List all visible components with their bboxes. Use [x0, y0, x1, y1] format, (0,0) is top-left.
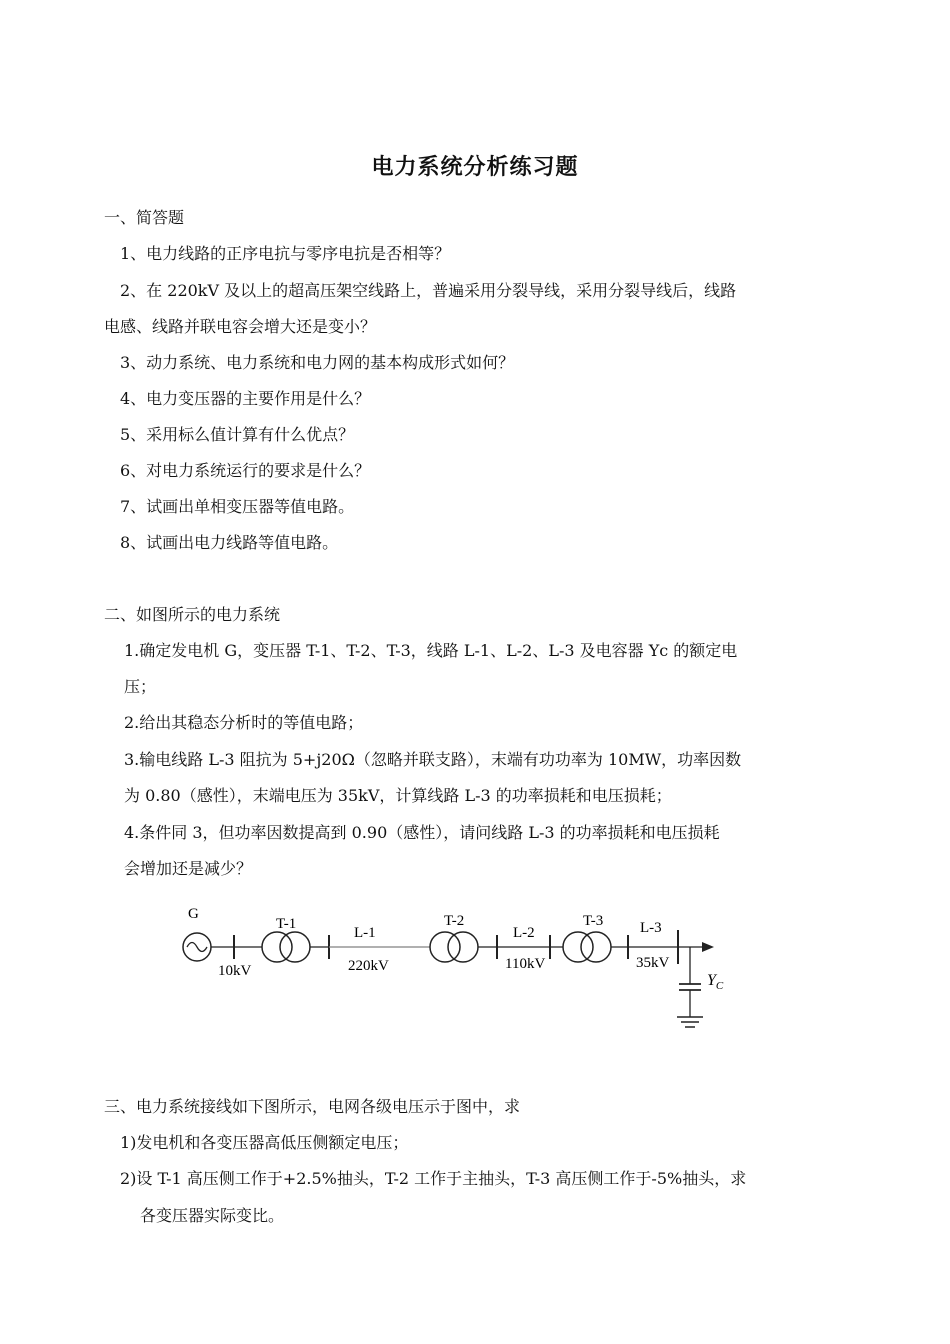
generator-sine-icon — [187, 943, 207, 952]
label-l1: L-1 — [354, 925, 376, 941]
question-2-3-cont: 为 0.80（感性），末端电压为 35kV，计算线路 L-3 的功率损耗和电压损耗； — [124, 786, 672, 805]
question-1-1: 1、电力线路的正序电抗与零序电抗是否相等？ — [120, 244, 451, 263]
label-110kv: 110kV — [505, 956, 546, 972]
label-t2: T-2 — [444, 913, 465, 929]
question-2-1: 1.确定发电机 G，变压器 T-1、T-2、T-3，线路 L-1、L-2、L-3 及电容器 Yc 的额定电 — [124, 641, 738, 660]
question-1-2-cont: 电感、线路并联电容会增大还是变小？ — [104, 317, 377, 336]
transformer-t1-winding-a — [262, 932, 292, 962]
section2-heading: 二、如图所示的电力系统 — [104, 605, 281, 624]
transformer-t2-winding-a — [430, 932, 460, 962]
label-220kv: 220kV — [348, 958, 389, 974]
question-1-7: 7、试画出单相变压器等值电路。 — [120, 497, 355, 516]
question-3-1: 1)发电机和各变压器高低压侧额定电压； — [120, 1133, 409, 1152]
question-1-6: 6、对电力系统运行的要求是什么？ — [120, 461, 371, 480]
label-g: G — [188, 906, 199, 922]
label-35kv: 35kV — [636, 955, 670, 971]
transformer-t3-winding-b — [581, 932, 611, 962]
question-2-4: 4.条件同 3，但功率因数提高到 0.90（感性），请问线路 L-3 的功率损耗和电压损耗 — [124, 823, 720, 842]
question-1-5: 5、采用标么值计算有什么优点？ — [120, 425, 355, 444]
label-10kv: 10kV — [218, 963, 252, 979]
transformer-t2-winding-b — [448, 932, 478, 962]
section3-heading: 三、电力系统接线如下图所示，电网各级电压示于图中，求 — [104, 1097, 521, 1116]
load-arrow-icon — [702, 942, 714, 952]
question-2-1-cont: 压； — [124, 677, 157, 696]
label-l2: L-2 — [513, 925, 535, 941]
page-title: 电力系统分析练习题 — [371, 155, 579, 180]
label-yc: $Y_C$ — [707, 972, 724, 992]
question-1-3: 3、动力系统、电力系统和电力网的基本构成形式如何？ — [120, 353, 515, 372]
question-1-8: 8、试画出电力线路等值电路。 — [120, 533, 339, 552]
question-2-4-cont: 会增加还是减少？ — [124, 859, 253, 878]
transformer-t3-winding-a — [563, 932, 593, 962]
question-3-2: 2)设 T-1 高压侧工作于+2.5%抽头，T-2 工作于主抽头，T-3 高压侧工作于-5%抽头，求 — [120, 1169, 747, 1188]
power-system-diagram — [170, 900, 730, 1035]
question-3-2-cont: 各变压器实际变比。 — [140, 1206, 285, 1225]
question-1-2: 2、在 220kV 及以上的超高压架空线路上，普遍采用分裂导线，采用分裂导线后，线路 — [120, 281, 737, 300]
label-l3: L-3 — [640, 920, 662, 936]
question-2-3: 3.输电线路 L-3 阻抗为 5+j20Ω（忽略并联支路），末端有功功率为 10MW，功率因数 — [124, 750, 742, 769]
label-t3: T-3 — [583, 913, 604, 929]
question-1-4: 4、电力变压器的主要作用是什么？ — [120, 389, 371, 408]
section1-heading: 一、简答题 — [104, 208, 185, 227]
question-2-2: 2.给出其稳态分析时的等值电路； — [124, 713, 364, 732]
transformer-t1-winding-b — [280, 932, 310, 962]
label-t1: T-1 — [276, 916, 297, 932]
